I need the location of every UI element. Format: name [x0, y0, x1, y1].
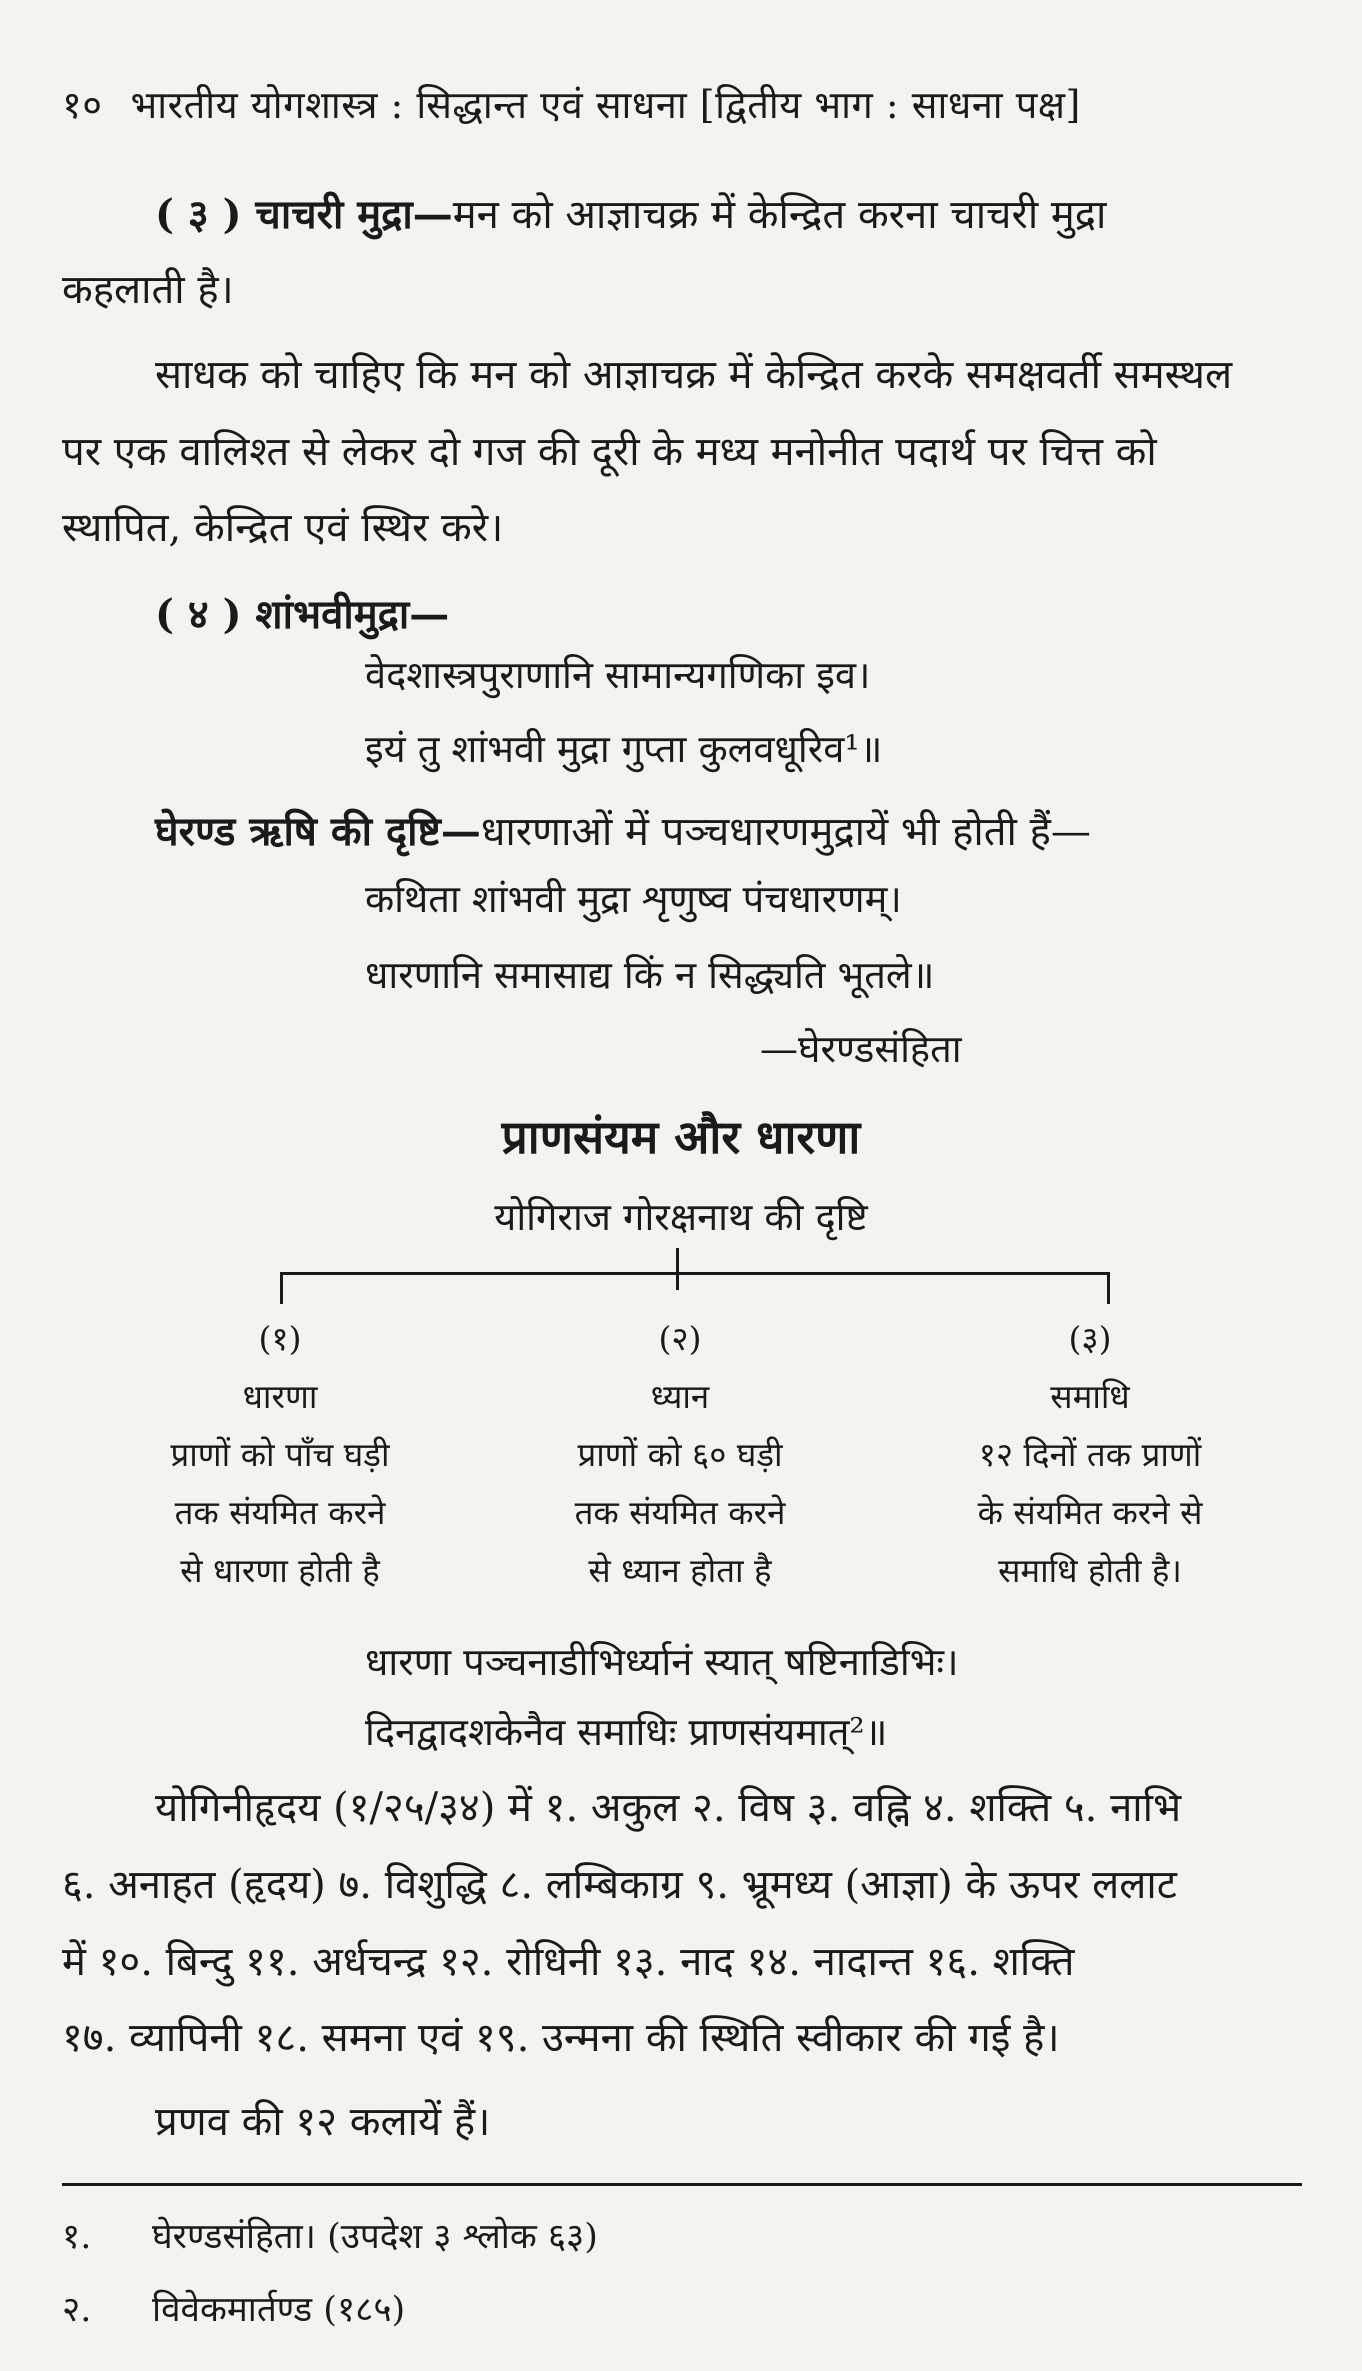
footnote-2 [62, 2285, 405, 2332]
gheranda-text: धारणाओं में पञ्चधारणमुद्रायें भी होती हैं— [480, 809, 1091, 855]
column-line: १२ दिनों तक प्राणों [978, 1435, 1202, 1474]
column-number: (३) [1068, 1319, 1112, 1358]
column-name: धारणा [242, 1377, 318, 1416]
footnote-number: २. [62, 2290, 92, 2330]
diagram-column-dharana [90, 1310, 470, 1600]
running-header [62, 78, 1081, 130]
footnote-text: विवेकमार्तण्ड (१८५) [152, 2290, 406, 2330]
column-line: से ध्यान होता है [588, 1551, 772, 1590]
column-line: से धारणा होती है [180, 1551, 380, 1590]
yogini-line-3: में १०. बिन्दु ११. अर्धचन्द्र १२. रोधिनी १३. नाद १४. नादान्त १६. शक्ति [62, 1939, 1075, 1985]
diagram-column-dhyana [490, 1310, 870, 1600]
header-title: भारतीय योगशास्त्र : सिद्धान्त एवं साधना [द्वितीय भाग : साधना पक्ष] [130, 83, 1081, 127]
column-name: ध्यान [650, 1377, 710, 1416]
tree-right-drop [1107, 1272, 1110, 1304]
tree-bar [280, 1272, 1110, 1275]
gheranda-verse-2: धारणानि समासाद्य किं न सिद्ध्यति भूतले॥ [365, 953, 935, 997]
chachari-line-1 [155, 175, 1106, 255]
gheranda-source: —घेरण्डसंहिता [760, 1027, 962, 1071]
tree-stem [676, 1248, 679, 1290]
column-line: समाधि होती है। [998, 1551, 1182, 1590]
gheranda-heading: घेरण्ड ऋषि की दृष्टि— [155, 808, 481, 855]
diagram-column-samadhi [900, 1310, 1280, 1600]
yogini-line-4: १७. व्यापिनी १८. समना एवं १९. उन्मना की स्थिति स्वीकार की गई है। [62, 2015, 1060, 2061]
pranava-line: प्रणव की १२ कलायें हैं। [155, 2099, 491, 2145]
dharana-verse-1: धारणा पञ्चनाडीभिर्ध्यानं स्यात् षष्टिनाडिभिः। [365, 1640, 959, 1684]
sadhak-line-1: साधक को चाहिए कि मन को आज्ञाचक्र में केन्द्रित करके समक्षवर्ती समस्थल [155, 352, 1233, 398]
footnote-1 [62, 2212, 598, 2259]
tree-left-drop [280, 1272, 283, 1304]
footnote-number: १. [62, 2217, 92, 2257]
shambhavi-verse-2: इयं तु शांभवी मुद्रा गुप्ता कुलवधूरिव¹॥ [365, 727, 883, 771]
yogini-line-1: योगिनीहृदय (१/२५/३४) में १. अकुल २. विष ३. वह्नि ४. शक्ति ५. नाभि [155, 1785, 1182, 1831]
sadhak-line-3: स्थापित, केन्द्रित एवं स्थिर करे। [62, 505, 504, 551]
section-subtitle: योगिराज गोरक्षनाथ की दृष्टि [494, 1195, 868, 1239]
footnote-text: घेरण्डसंहिता। (उपदेश ३ श्लोक ६३) [152, 2217, 598, 2257]
gheranda-line [155, 792, 1091, 872]
column-line: प्राणों को पाँच घड़ी [170, 1435, 390, 1474]
yogini-line-2: ६. अनाहत (हृदय) ७. विशुद्धि ८. लम्बिकाग्र ९. भ्रूमध्य (आज्ञा) के ऊपर ललाट [62, 1862, 1177, 1908]
column-line: तक संयमित करने [174, 1493, 386, 1532]
shambhavi-verse-1: वेदशास्त्रपुराणानि सामान्यगणिका इव। [365, 653, 871, 697]
column-number: (२) [658, 1319, 702, 1358]
column-name: समाधि [1050, 1377, 1130, 1416]
gheranda-verse-1: कथिता शांभवी मुद्रा शृणुष्व पंचधारणम्। [365, 877, 902, 921]
column-line: के संयमित करने से [977, 1493, 1203, 1532]
chachari-heading: ( ३ ) चाचरी मुद्रा— [155, 191, 453, 238]
footnote-divider [62, 2183, 1302, 2186]
dharana-verse-2: दिनद्वादशकेनैव समाधिः प्राणसंयमात्²॥ [365, 1710, 888, 1754]
chachari-text: मन को आज्ञाचक्र में केन्द्रित करना चाचरी मुद्रा [452, 192, 1107, 238]
column-line: तक संयमित करने [574, 1493, 786, 1532]
column-number: (१) [258, 1319, 302, 1358]
section-title: प्राणसंयम और धारणा [501, 1110, 861, 1164]
chachari-line-2: कहलाती है। [62, 267, 234, 313]
column-line: प्राणों को ६० घड़ी [577, 1435, 783, 1474]
page-number: १० [62, 83, 103, 127]
shambhavi-heading: ( ४ ) शांभवीमुद्रा— [155, 591, 450, 638]
sadhak-line-2: पर एक वालिश्त से लेकर दो गज की दूरी के मध्य मनोनीत पदार्थ पर चित्त को [62, 429, 1157, 475]
